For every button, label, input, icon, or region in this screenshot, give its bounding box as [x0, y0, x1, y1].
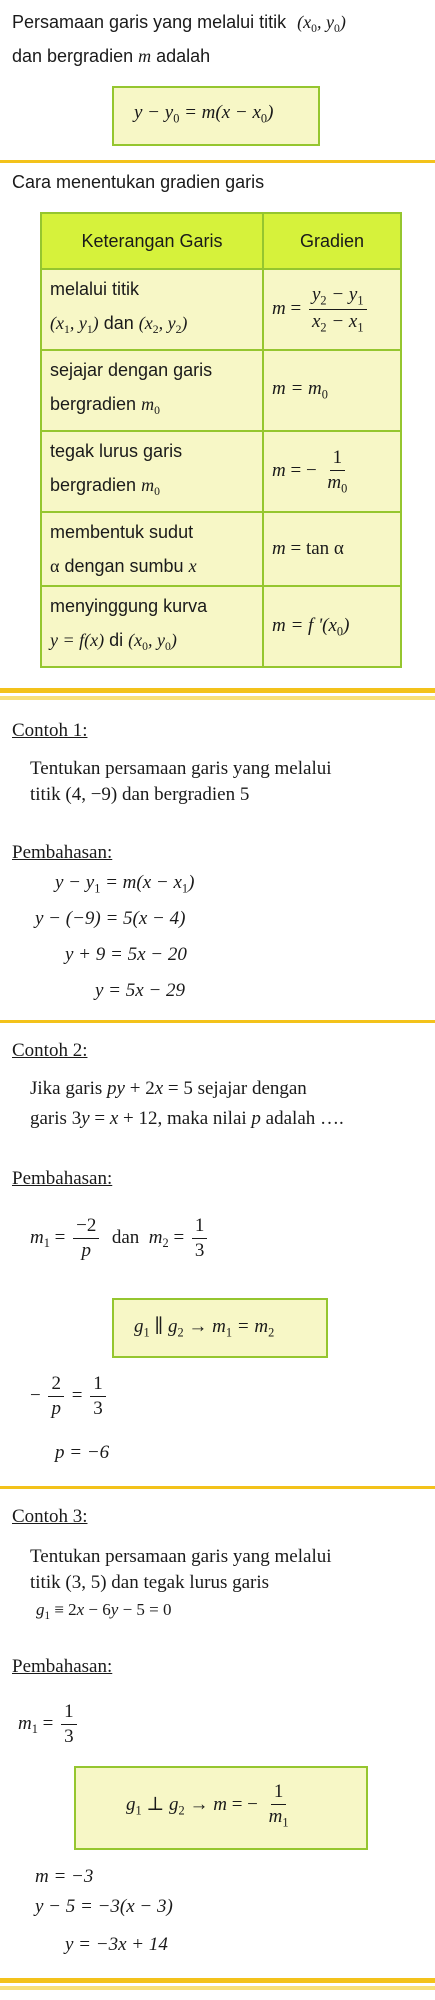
header-keterangan: Keterangan Garis: [41, 213, 263, 269]
row2-gradien: $m = m_0$: [263, 350, 401, 431]
contoh2-step-3: p = −6: [55, 1442, 110, 1463]
row3-desc-a: tegak lurus garis: [50, 441, 183, 462]
table-row: [41, 350, 401, 431]
separator-4: [0, 1486, 435, 1489]
row4-desc-b: dengan sumbu: [64, 556, 184, 577]
contoh3-title: Contoh 3:: [12, 1506, 88, 1527]
contoh2-q2a: garis: [30, 1108, 67, 1129]
contoh2-q1b: sejajar dengan: [197, 1078, 307, 1099]
contoh1-title: Contoh 1:: [12, 720, 88, 741]
table-intro: Cara menentukan gradien garis: [12, 172, 265, 192]
row5-desc: menyinggung kurva y = f(x) di ($x_0$, $y_0$): [41, 586, 263, 667]
separator-bottom: [0, 1978, 435, 1992]
row1-desc-b: ($x_1$, $y_1$) dan ($x_2$, $y_2$): [50, 313, 188, 337]
row2-desc-b: bergradien: [50, 394, 137, 415]
contoh2-q2c: adalah ….: [265, 1108, 344, 1129]
contoh2-parallel-box: [112, 1298, 328, 1358]
intro-text: Persamaan garis yang melalui titik: [12, 12, 287, 32]
contoh1-pembahasan: Pembahasan:: [12, 842, 113, 863]
table-row: [41, 431, 401, 512]
row4-desc-a: membentuk sudut: [50, 522, 194, 543]
row5-desc-a: menyinggung kurva: [50, 596, 208, 617]
contoh1-q2b: dan bergradien 5: [122, 784, 250, 805]
contoh2-question-1: Jika garis py + 2x = 5 sejajar dengan: [30, 1078, 307, 1099]
point-x0y0: ($x_0$, $y_0$): [297, 12, 346, 36]
contoh2-step-1: $m_1$ = $\frac{-2}{p}$ dan $m_2$ = $\frac{1}{3}$: [30, 1216, 210, 1261]
row3-desc: tegak lurus garis bergradien $m_0$: [41, 431, 263, 512]
intro-text-2: dan bergradien: [12, 46, 134, 66]
contoh3-question-2: titik (3, 5) dan tegak lurus garis: [30, 1572, 270, 1593]
parallel-rule: $g_1$ ∥ $g_2 \to m_1 = m_2$: [134, 1316, 275, 1340]
intro-line-2: [12, 46, 210, 67]
contoh1-step-1: $y - y_1 = m(x - x_1)$: [55, 872, 195, 896]
contoh3-step-3: y − 5 = −3(x − 3): [35, 1896, 173, 1917]
contoh3-question-3: $g_1 \equiv 2x - 6y - 5 = 0$: [36, 1600, 172, 1622]
row1-dan: dan: [103, 313, 134, 333]
table-row: [41, 586, 401, 667]
contoh3-question-1: Tentukan persamaan garis yang melalui: [30, 1546, 332, 1567]
contoh2-title: Contoh 2:: [12, 1040, 88, 1061]
row4-gradien: m = tan α: [263, 512, 401, 586]
row1-gradien: m = $\frac{y_2 - y_1}{x_2 - x_1}$: [263, 269, 401, 350]
separator-2: [0, 688, 435, 702]
contoh2-q1a: Jika garis: [30, 1078, 103, 1099]
separator-1: [0, 160, 435, 163]
contoh1-step-2: y − (−9) = 5(x − 4): [35, 908, 186, 929]
contoh1-q2a: titik: [30, 784, 61, 805]
contoh3-step-1: $m_1$ = $\frac{1}{3}$: [18, 1702, 80, 1747]
separator-3: [0, 1020, 435, 1023]
m-symbol: m: [138, 46, 152, 66]
contoh1-question-2: titik (4, −9) dan bergradien 5: [30, 784, 250, 805]
contoh2-dan: dan: [111, 1226, 140, 1248]
header-gradien: Gradien: [263, 213, 401, 269]
contoh2-step-2: − $\frac{2}{p}$ = $\frac{1}{3}$: [30, 1374, 109, 1419]
contoh3-step-2: m = −3: [35, 1866, 94, 1887]
contoh1-step-4: y = 5x − 29: [95, 980, 186, 1001]
contoh1-question-1: Tentukan persamaan garis yang melalui: [30, 758, 332, 779]
row4-desc: membentuk sudut α dengan sumbu x: [41, 512, 263, 586]
point-slope-formula: $y - y_0 = m(x - x_0)$: [134, 102, 274, 126]
contoh2-q2b: , maka nilai: [157, 1108, 247, 1129]
table-row: [41, 269, 401, 350]
contoh2-question-2: garis 3y = x + 12, maka nilai p adalah ….: [30, 1108, 344, 1129]
contoh3-perpendicular-box: [74, 1766, 368, 1850]
contoh1-step-3: y + 9 = 5x − 20: [65, 944, 187, 965]
table-header-row: [41, 213, 401, 269]
row2-desc: sejajar dengan garis bergradien $m_0$: [41, 350, 263, 431]
row3-gradien: m = − $\frac{1}{m_0}$: [263, 431, 401, 512]
point-slope-formula-box: [112, 86, 320, 146]
gradient-table: [40, 212, 402, 668]
row1-desc-a: melalui titik: [50, 279, 140, 299]
row5-gradien: m = f '$(x_0)$: [263, 586, 401, 667]
table-row: [41, 512, 401, 586]
contoh2-pembahasan: Pembahasan:: [12, 1168, 113, 1189]
intro-text-3: adalah: [156, 46, 211, 66]
row3-desc-b: bergradien: [50, 475, 137, 496]
row5-desc-b: di: [109, 630, 124, 651]
row1-desc: [41, 269, 263, 350]
row2-desc-a: sejajar dengan garis: [50, 360, 213, 381]
contoh3-pembahasan: Pembahasan:: [12, 1656, 113, 1677]
contoh3-step-4: y = −3x + 14: [65, 1934, 168, 1955]
perpendicular-rule: $g_1$ ⊥ $g_2 \to m$ = − $\frac{1}{m_1}$: [126, 1781, 289, 1830]
intro-line-1: [12, 12, 346, 35]
